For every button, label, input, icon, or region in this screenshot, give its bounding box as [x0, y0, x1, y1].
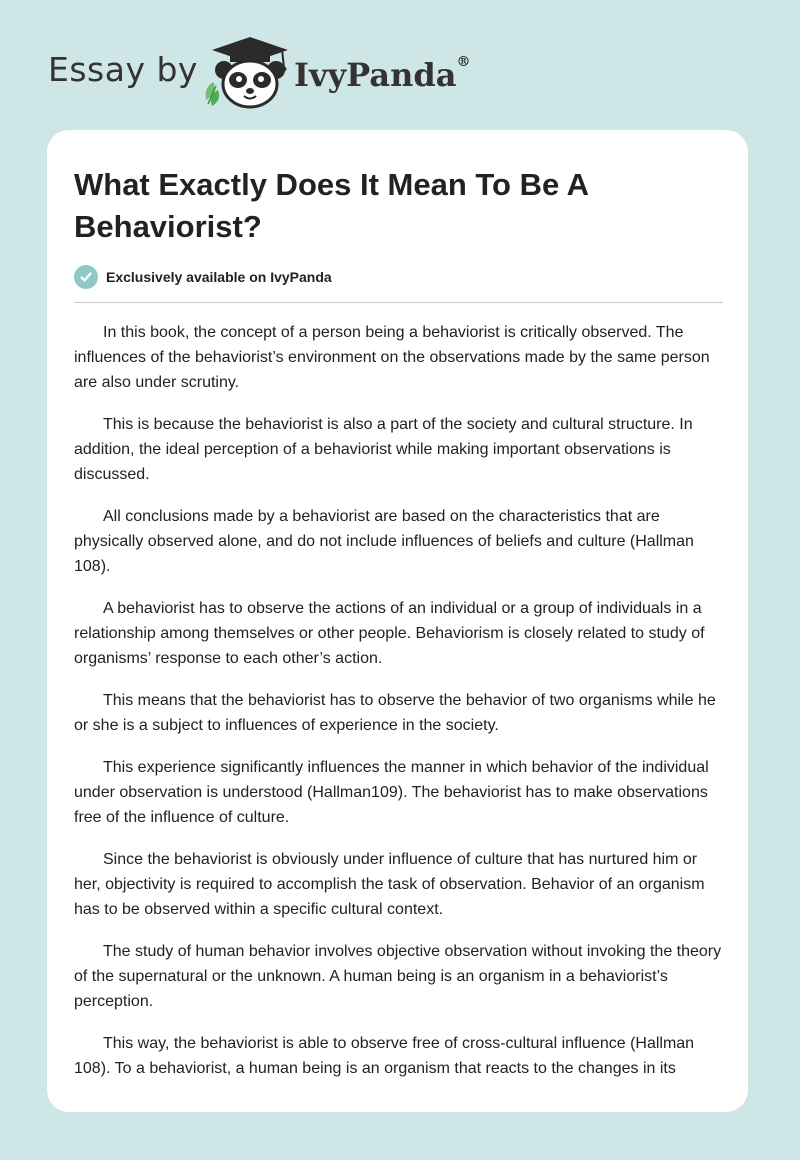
brand-name[interactable] [294, 56, 470, 94]
panda-graduate-logo-icon[interactable] [200, 34, 300, 110]
site-header [0, 0, 800, 130]
essay-card [47, 130, 748, 1112]
exclusive-label: Exclusively available on IvyPanda [106, 269, 332, 285]
paragraph: This is because the behaviorist is also a part of the society and cultural structure. In addition, the ideal perception of a behaviorist while making important observations is discussed. [74, 416, 693, 483]
divider [74, 302, 723, 303]
paragraph: Since the behaviorist is obviously under influence of culture that has nurtured him or her, objectivity is required to accomplish the task of observation. Behavior of an organism has to be observed within a specific cultural context. [74, 851, 705, 918]
paragraph: This way, the behaviorist is able to observe free of cross-cultural influence (Hallman 108). To a behaviorist, a human being is an organism that reacts to the changes in its [74, 1035, 695, 1077]
check-icon [74, 265, 98, 289]
paragraph: This means that the behaviorist has to observe the behavior of two organisms while he or she is a subject to influences of experience in the society. [74, 692, 716, 734]
essay-by-label: Essay by [48, 50, 198, 89]
paragraph: This experience significantly influences the manner in which behavior of the individual under observation is understood (Hallman109). The behaviorist has to make observations free of the influence of culture. [74, 759, 709, 826]
paragraph: All conclusions made by a behaviorist are based on the characteristics that are physically observed alone, and do not include influences of beliefs and culture (Hallman 108). [74, 508, 694, 575]
paragraph: In this book, the concept of a person being a behaviorist is critically observed. The influences of the behaviorist’s environment on the observations made by the same person are also under scrutiny. [74, 324, 710, 391]
page-title: What Exactly Does It Mean To Be A Behaviorist? [74, 167, 588, 244]
brand-text: IvyPanda [294, 56, 457, 94]
paragraph: A behaviorist has to observe the actions of an individual or a group of individuals in a relationship among themselves or other people. Behaviorism is closely related to study of organisms’ response to each other’s action. [74, 600, 705, 667]
paragraph: The study of human behavior involves objective observation without invoking the theory of the supernatural or the unknown. A human being is an organism in a behaviorist’s perception. [74, 943, 722, 1010]
essay-body [74, 320, 726, 1098]
registered-mark: ® [456, 54, 471, 70]
exclusive-badge [74, 264, 332, 290]
